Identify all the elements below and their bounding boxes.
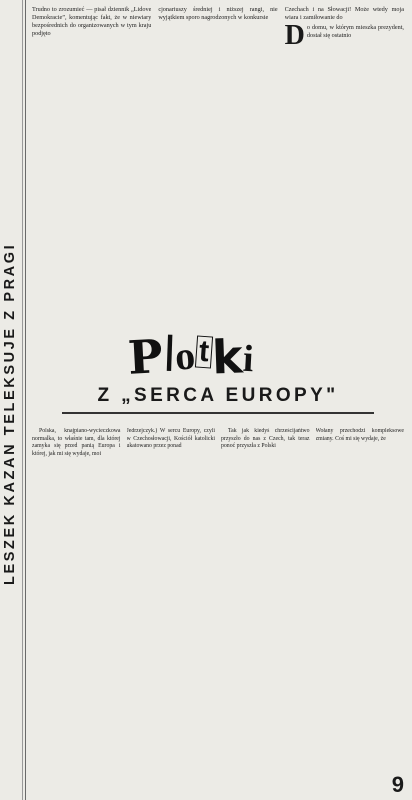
paragraph: Wołany przechodzi kompleksowe zmiany. Coś mi się wydaje, że <box>315 428 404 442</box>
heading-letter: P <box>126 329 164 385</box>
side-title: LESZEK KAZAN TELEKSUJE Z PRAGI <box>2 242 18 585</box>
heading-letter: i <box>242 337 255 381</box>
bottom-column-3 <box>221 428 310 790</box>
heading-letter: k <box>210 329 244 385</box>
page-number: 9 <box>391 772 404 797</box>
article-heading <box>32 314 404 418</box>
paragraph: Trudno to zrozumieć — pisał dziennik „Lidove Demokracie”, komentując fakt, że w niewiary bezpośrednich do organizowanych w tym kraju podjęto <box>32 6 152 38</box>
heading-title <box>126 314 358 385</box>
drop-cap: D <box>284 20 305 52</box>
bottom-column-2 <box>127 428 216 790</box>
heading-letter: o <box>172 332 197 379</box>
drop-cap-text: o domu, w którym mieszka prezydent, dostał się ostatnio <box>306 24 404 40</box>
paragraph: Jedrzejczyk.) W sercu Europy, czyli w Czechosłowacji, Kościół katolicki ukatowano przez ponad <box>126 428 215 450</box>
paragraph: Tak jak kiedyś chrześcijańtwo przyszło do nas z Czech, tak teraz ponoć przyszła z Polski <box>221 428 310 450</box>
top-column-1 <box>32 6 151 302</box>
top-column-3 <box>285 6 404 302</box>
heading-subtitle: Z „SERCA EUROPY" <box>97 385 339 406</box>
side-rule <box>22 0 23 800</box>
heading-letter: l <box>162 325 176 383</box>
top-column-2 <box>158 6 277 302</box>
paragraph: Czechach i na Słowacji! Może wtedy moja wiara i zamiłowanie do <box>284 6 404 22</box>
top-article-columns <box>32 6 404 302</box>
bottom-column-4 <box>316 428 405 790</box>
paragraph: Polska, knajpiano-wycieczkowa normalka, to właśnie tam, dla której zamyka się przed panią Europa i której, jak mi się wydaje, moi <box>32 428 121 457</box>
heading-letter: t <box>195 335 213 368</box>
bottom-article-columns <box>32 428 404 790</box>
drop-cap-paragraph <box>284 20 404 52</box>
side-strip <box>0 0 26 800</box>
paragraph: cjonariuszy średniej i niższej rangi, nie wyjątkiem sporo nagrodzonych w konkursie <box>158 6 278 22</box>
heading-underline <box>62 412 374 414</box>
bottom-column-1 <box>32 428 121 790</box>
